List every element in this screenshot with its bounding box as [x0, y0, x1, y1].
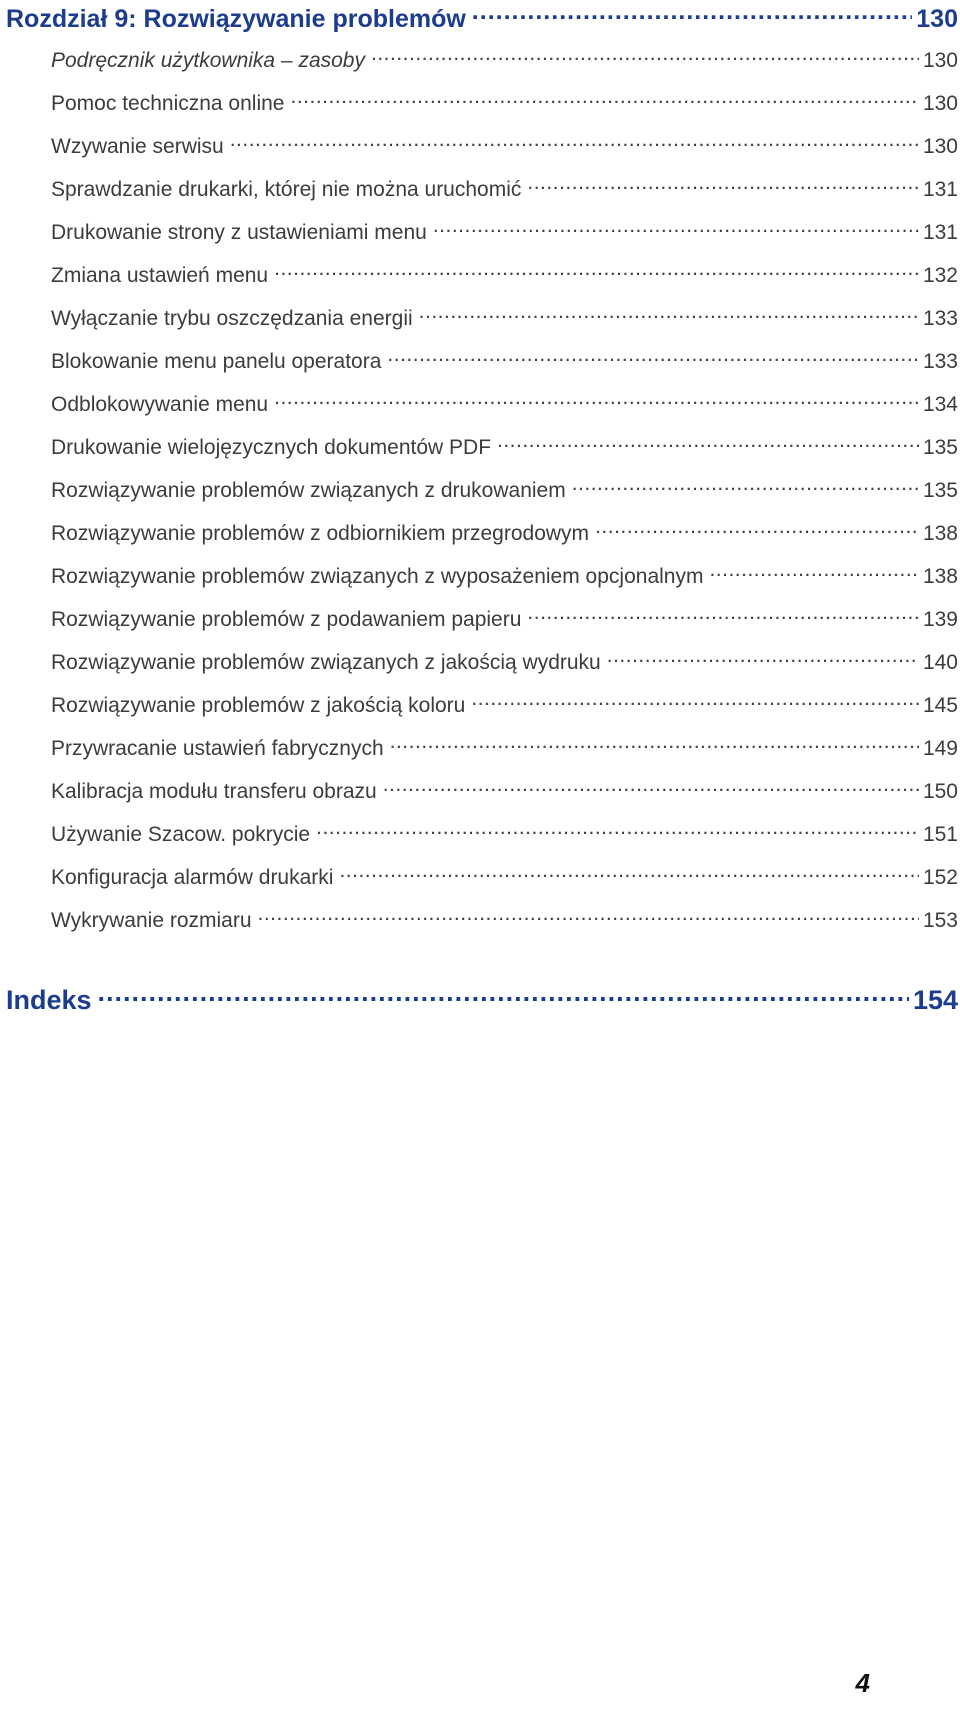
dot-leader [471, 691, 919, 712]
toc-entry-title: Podręcznik użytkownika – zasoby [51, 49, 365, 72]
toc-entry-page: 132 [922, 264, 958, 287]
toc-entry-title: Rozwiązywanie problemów z odbiornikiem przegrodowym [51, 522, 590, 545]
toc-entry-page: 131 [922, 221, 958, 244]
toc-index-heading[interactable] [6, 982, 958, 1016]
toc-entry-title: Wzywanie serwisu [51, 135, 224, 158]
toc-entry[interactable] [51, 734, 958, 761]
toc-entry-page: 145 [922, 694, 958, 717]
dot-leader [290, 89, 918, 110]
toc-entry[interactable] [51, 820, 958, 847]
toc-entry[interactable] [51, 433, 958, 460]
dot-leader [383, 777, 919, 798]
chapter-page-number: 130 [916, 5, 958, 33]
toc-entry-page: 134 [922, 393, 958, 416]
toc-entry-page: 130 [922, 92, 958, 115]
dot-leader [274, 261, 919, 282]
toc-entry-page: 152 [922, 866, 958, 889]
toc-entry[interactable] [51, 347, 958, 374]
toc-entry-title: Używanie Szacow. pokrycie [51, 823, 311, 846]
toc-entry[interactable] [51, 562, 958, 589]
dot-leader [497, 433, 919, 454]
toc-entry[interactable] [51, 390, 958, 417]
dot-leader [572, 476, 919, 497]
toc-entry-page: 135 [922, 479, 958, 502]
index-page-number: 154 [912, 985, 958, 1015]
toc-entry[interactable] [51, 89, 958, 116]
dot-leader [709, 562, 918, 583]
toc-entry[interactable] [51, 304, 958, 331]
toc-entry-title: Drukowanie strony z ustawieniami menu [51, 221, 427, 244]
toc-entry-title: Wyłączanie trybu oszczędzania energii [51, 307, 413, 330]
toc-entry[interactable] [51, 777, 958, 804]
toc-entry-title: Blokowanie menu panelu operatora [51, 350, 382, 373]
toc-entry-title: Drukowanie wielojęzycznych dokumentów PDF [51, 436, 492, 459]
toc-entry-page: 149 [922, 737, 958, 760]
toc-entry-title: Wykrywanie rozmiaru [51, 909, 252, 932]
dot-leader [316, 820, 919, 841]
toc-entry[interactable] [51, 175, 958, 202]
toc-entry-page: 151 [922, 823, 958, 846]
chapter-title: Rozdział 9: Rozwiązywanie problemów [6, 5, 466, 33]
toc-entry-page: 150 [922, 780, 958, 803]
toc-entry-title: Rozwiązywanie problemów z podawaniem papieru [51, 608, 522, 631]
toc-entry[interactable] [51, 605, 958, 632]
toc-entry-title: Rozwiązywanie problemów związanych z drukowaniem [51, 479, 566, 502]
dot-leader [390, 734, 919, 755]
toc-entry[interactable] [51, 476, 958, 503]
toc-entry[interactable] [51, 46, 958, 73]
toc-entry-title: Pomoc techniczna online [51, 92, 285, 115]
toc-entry-page: 130 [922, 49, 958, 72]
toc-entry[interactable] [51, 906, 958, 933]
dot-leader [274, 390, 919, 411]
toc-entry-page: 139 [922, 608, 958, 631]
dot-leader [433, 218, 919, 239]
toc-entry-page: 138 [922, 522, 958, 545]
toc-entry-title: Kalibracja modułu transferu obrazu [51, 780, 377, 803]
toc-entry-title: Sprawdzanie drukarki, której nie można uruchomić [51, 178, 522, 201]
dot-leader [607, 648, 919, 669]
dot-leader [339, 863, 918, 884]
toc-entry[interactable] [51, 218, 958, 245]
toc-entry[interactable] [51, 863, 958, 890]
toc-entry-title: Przywracanie ustawień fabrycznych [51, 737, 384, 760]
toc-entry[interactable] [51, 648, 958, 675]
toc-entry[interactable] [51, 691, 958, 718]
toc-entry[interactable] [51, 132, 958, 159]
dot-leader [371, 46, 919, 67]
footer-page-number: 4 [855, 1668, 870, 1698]
toc-entry[interactable] [51, 519, 958, 546]
toc-entry-title: Rozwiązywanie problemów z jakością koloru [51, 694, 466, 717]
dot-leader [258, 906, 919, 927]
index-title: Indeks [6, 985, 92, 1015]
toc-entry-title: Rozwiązywanie problemów związanych z jakością wydruku [51, 651, 601, 674]
toc-entry-page: 133 [922, 350, 958, 373]
toc-entry-title: Odblokowywanie menu [51, 393, 269, 416]
toc-entry-page: 140 [922, 651, 958, 674]
dot-leader [527, 605, 919, 626]
dot-leader [527, 175, 919, 196]
toc-entry-page: 130 [922, 135, 958, 158]
dot-leader [595, 519, 919, 540]
toc-entry-page: 135 [922, 436, 958, 459]
dot-leader [98, 982, 909, 1009]
dot-leader [230, 132, 919, 153]
dot-leader [472, 2, 912, 27]
dot-leader [419, 304, 919, 325]
toc-chapter-heading[interactable] [6, 2, 958, 34]
toc-entry[interactable] [51, 261, 958, 288]
toc-entry-page: 133 [922, 307, 958, 330]
toc-entry-title: Konfiguracja alarmów drukarki [51, 866, 334, 889]
dot-leader [387, 347, 919, 368]
toc-entry-title: Rozwiązywanie problemów związanych z wyposażeniem opcjonalnym [51, 565, 704, 588]
toc-entry-page: 138 [922, 565, 958, 588]
toc-entry-page: 131 [922, 178, 958, 201]
toc-entry-page: 153 [922, 909, 958, 932]
toc-entry-title: Zmiana ustawień menu [51, 264, 269, 287]
